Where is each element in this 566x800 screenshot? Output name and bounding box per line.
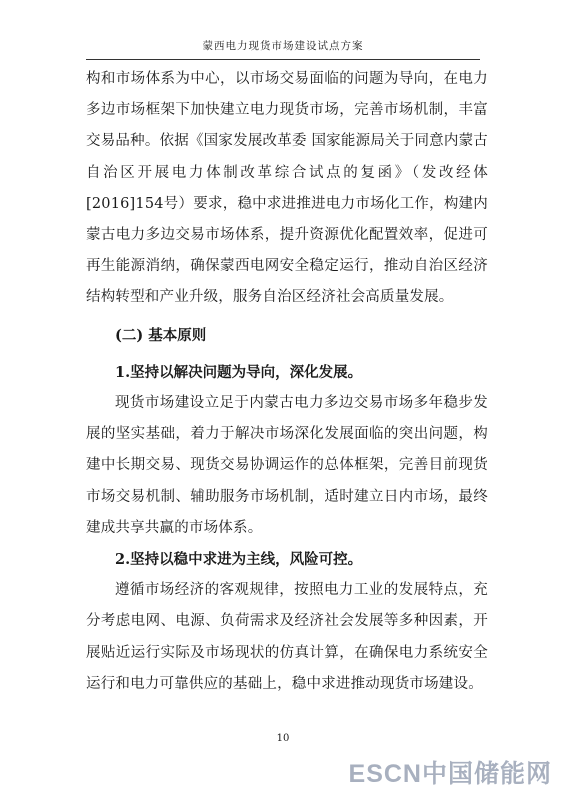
principle-1-heading: 1.坚持以解决问题为导向，深化发展。 (115, 363, 363, 381)
section-heading-basic-principles: (二) 基本原则 (115, 326, 207, 344)
principle-2-heading: 2.坚持以稳中求进为主线，风险可控。 (115, 551, 363, 569)
principle-2-text: 遵循市场经济的客观规律，按照电力工业的发展特点，充分考虑电网、电源、负荷需求及经济社会发展等多种因素，开展贴近运行实际及市场现状的仿真计算，在确保电力系统安全运行和电力可靠供应的基础上，稳中求进推动现货市场建设。 (86, 582, 488, 692)
page-number: 10 (276, 733, 290, 744)
document-body (86, 64, 488, 700)
watermark-logo: ESCN中国储能网 (348, 760, 552, 788)
principle-1-text: 现货市场建设立足于内蒙古电力多边交易市场多年稳步发展的坚实基础，着力于解决市场深化发展面临的突出问题，构建中长期交易、现货交易协调运作的总体框架，完善目前现货市场交易机制、辅助服务市场机制，适时建立日内市场，最终建成共享共赢的市场体系。 (86, 395, 488, 536)
running-header: 蒙西电力现货市场建设试点方案 (86, 38, 480, 60)
paragraph-intro-continued: 构和市场体系为中心，以市场交易面临的问题为导向，在电力多边市场框架下加快建立电力现货市场，完善市场机制，丰富交易品种。依据《国家发展改革委 国家能源局关于同意内蒙古自治区开展电力体制改革综合试点的复函》（发改经体[2016]154号）要求，稳中求进推进电力市场化工作，构建内蒙古电力多边交易市场体系，提升资源优化配置效率，促进可再生能源消纳，确保蒙西电网安全稳定运行，推动自治区经济结构转型和产业升级，服务自治区经济社会高质量发展。 (86, 71, 488, 306)
